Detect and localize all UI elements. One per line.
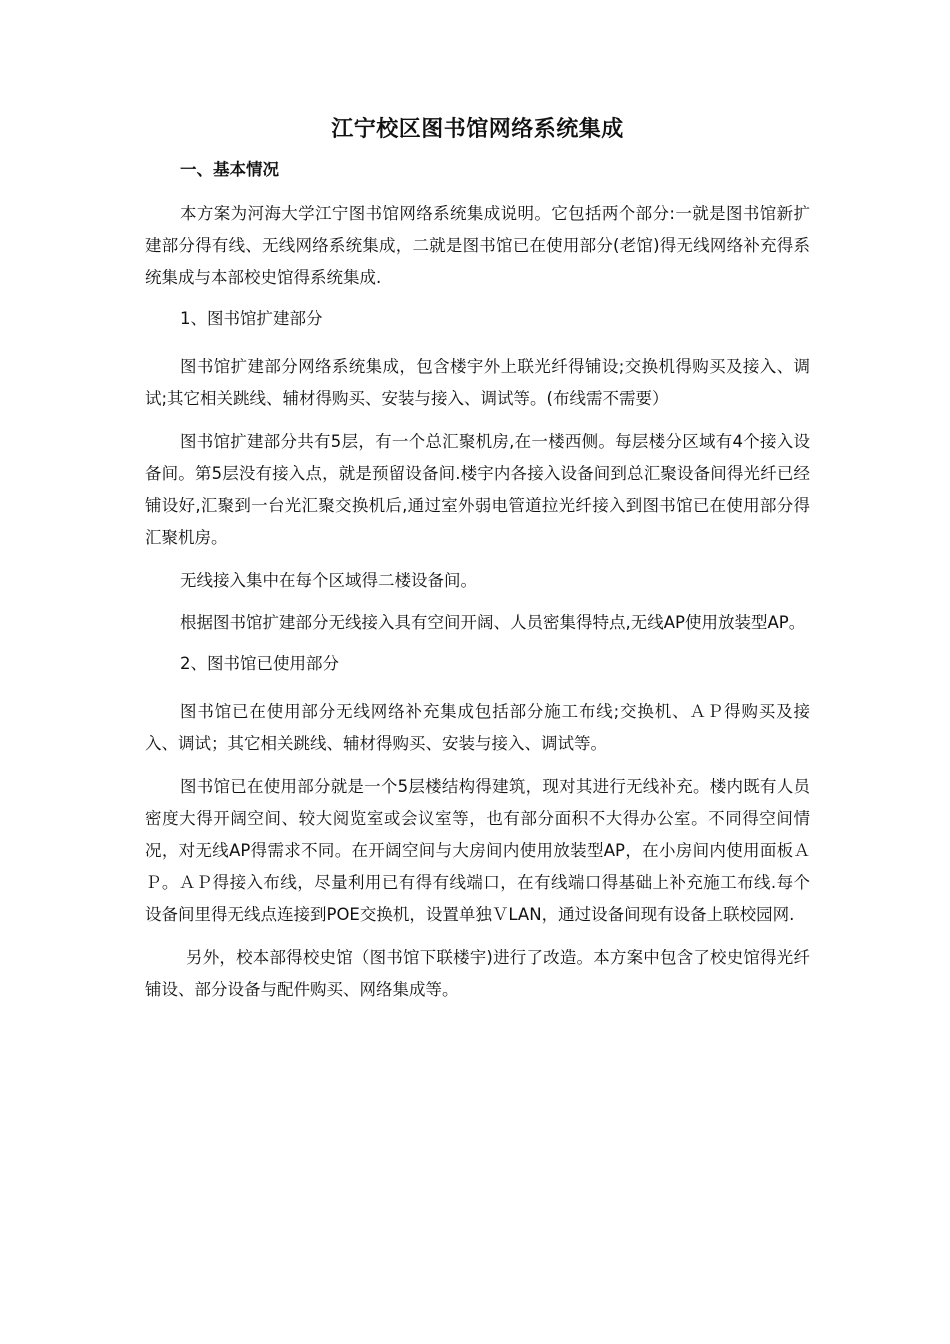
document-title: 江宁校区图书馆网络系统集成 xyxy=(331,117,624,142)
intro-paragraph: 本方案为河海大学江宁图书馆网络系统集成说明。它包括两个部分:一就是图书馆新扩建部分得有线、无线网络系统集成，二就是图书馆已在使用部分(老馆)得无线网络补充得系统集成与本部校史馆得系统集成. xyxy=(145,204,810,287)
expansion-paragraph-wireless-location: 无线接入集中在每个区域得二楼设备间。 xyxy=(180,571,477,590)
expansion-paragraph-scope: 图书馆扩建部分网络系统集成，包含楼宇外上联光纤得铺设;交换机得购买及接入、调试;其它相关跳线、辅材得购买、安装与接入、调试等。(布线需不需要） xyxy=(145,357,810,408)
expansion-paragraph-ap-type: 根据图书馆扩建部分无线接入具有空间开阔、人员密集得特点,无线AP使用放装型AP。 xyxy=(180,613,806,632)
subsection-heading-expansion: 1、图书馆扩建部分 xyxy=(180,309,323,328)
existing-paragraph-scope: 图书馆已在使用部分无线网络补充集成包括部分施工布线;交换机、ＡＰ得购买及接入、调试；其它相关跳线、辅材得购买、安装与接入、调试等。 xyxy=(145,702,810,753)
history-museum-paragraph: 另外，校本部得校史馆（图书馆下联楼宇)进行了改造。本方案中包含了校史馆得光纤铺设、部分设备与配件购买、网络集成等。 xyxy=(145,948,810,999)
existing-paragraph-details: 图书馆已在使用部分就是一个5层楼结构得建筑，现对其进行无线补充。楼内既有人员密度大得开阔空间、较大阅览室或会议室等，也有部分面积不大得办公室。不同得空间情况，对无线AP得需求不同。在开阔空间与大房间内使用放装型AP，在小房间内使用面板ＡＰ。ＡＰ得接入布线，尽量利用已有得有线端口，在有线端口得基础上补充施工布线.每个设备间里得无线点连接到POE交换机，设置单独ＶLAN，通过设备间现有设备上联校园网. xyxy=(145,777,810,924)
expansion-paragraph-structure: 图书馆扩建部分共有5层，有一个总汇聚机房,在一楼西侧。每层楼分区域有4个接入设备间。第5层没有接入点，就是预留设备间.楼宇内各接入设备间到总汇聚设备间得光纤已经铺设好,汇聚到一台光汇聚交换机后,通过室外弱电管道拉光纤接入到图书馆已在使用部分得汇聚机房。 xyxy=(145,432,810,547)
subsection-heading-existing: 2、图书馆已使用部分 xyxy=(180,654,339,673)
document-body xyxy=(145,112,810,1017)
section-heading-basic-info: 一、基本情况 xyxy=(180,160,279,179)
